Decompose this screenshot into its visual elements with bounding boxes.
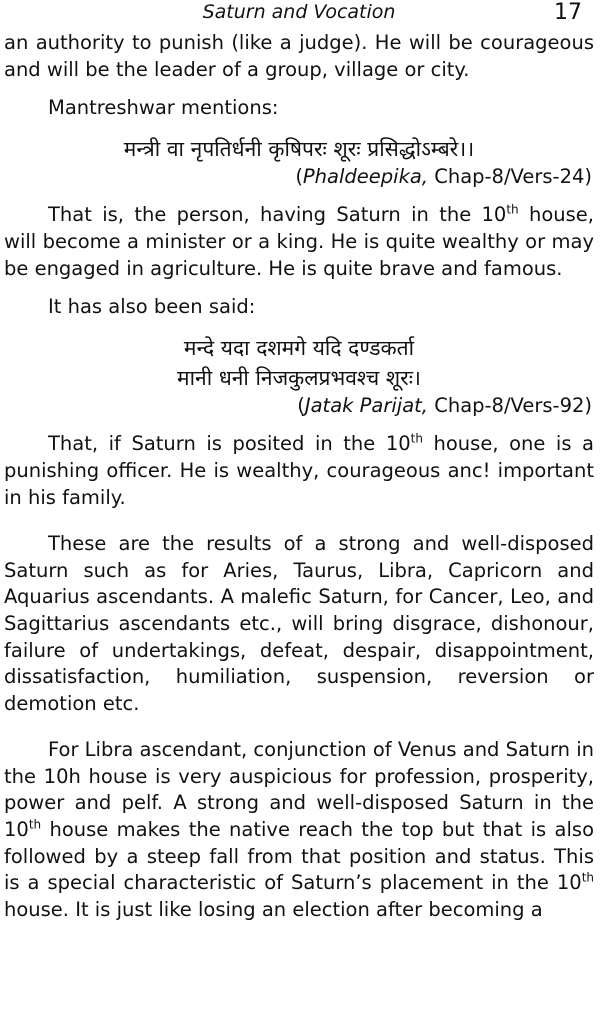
citation-work-title: Jatak Parijat, <box>304 393 429 417</box>
sanskrit-verse-jatak-line-1: मन्दे यदा दशमगे यदि दण्डकर्ता <box>183 335 415 360</box>
citation-jatak-parijat <box>4 393 594 420</box>
paragraph-mantreshwar: Mantreshwar mentions: <box>48 96 279 120</box>
citation-open-paren: ( <box>295 164 303 188</box>
paragraph-authority: an authority to punish (like a judge). He will be courageous and will be the leader of a group, village or city. <box>4 31 594 81</box>
paragraph-also-said: It has also been said: <box>48 295 256 319</box>
citation-reference: Chap-8/Vers-24) <box>428 164 592 188</box>
running-title: Saturn and Vocation <box>202 1 396 23</box>
citation-reference: Chap-8/Vers-92) <box>428 393 592 417</box>
paragraph-text: house, will become a minister or a king. He is quite wealthy or may be engaged in agriculture. He is quite brave and famous. <box>4 203 594 280</box>
paragraph-text: For Libra ascendant, conjunction of Venus and Saturn in the 10h house is very auspicious for profession, prosperity, power and pelf. A strong and well-disposed Saturn in the 10 <box>4 738 594 842</box>
citation-open-paren: ( <box>297 393 305 417</box>
paragraph-punishing-officer <box>4 431 594 511</box>
ordinal-suffix: th <box>28 817 42 832</box>
paragraph-text: house, one is a punishing officer. He is wealthy, courageous anc! important in his family. <box>4 432 594 509</box>
paragraph-libra-ascendant <box>4 737 594 923</box>
paragraph-text: That, if Saturn is posited in the 10 <box>48 432 411 456</box>
page-number: 17 <box>554 0 582 25</box>
paragraph-text: house makes the native reach the top but that is also followed by a steep fall from that position and status. This is a special characteristic of Saturn’s placement in the 10 <box>4 818 594 895</box>
paragraph-minister-or-king <box>4 202 594 282</box>
ordinal-suffix: th <box>410 431 423 446</box>
paragraph-text: house. It is just like losing an election after becoming a <box>4 897 543 921</box>
page-header <box>4 0 594 30</box>
paragraph-text: That is, the person, having Saturn in the 10 <box>48 203 507 227</box>
ordinal-suffix: th <box>581 870 594 885</box>
sanskrit-verse-jatak-line-2: मानी धनी निजकुलप्रभवश्च शूरः। <box>177 365 421 390</box>
ordinal-suffix: th <box>506 202 519 217</box>
citation-work-title: Phaldeepika, <box>302 164 429 188</box>
sanskrit-verse-phaldeepika: मन्त्री वा नृपतिर्धनी कृषिपरः शूरः प्रसिद्धोऽम्बरे।। <box>123 136 475 161</box>
citation-phaldeepika <box>4 164 594 191</box>
paragraph-strong-saturn: These are the results of a strong and well-disposed Saturn such as for Aries, Taurus, Libra, Capricorn and Aquarius ascendants. A malefic Saturn, for Cancer, Leo, and Sagittarius ascendants etc., will bring disgrace, dishonour, failure of undertakings, defeat, despair, disappointment, dissatisfaction, humiliation, suspension, reversion or demotion etc. <box>4 532 594 715</box>
